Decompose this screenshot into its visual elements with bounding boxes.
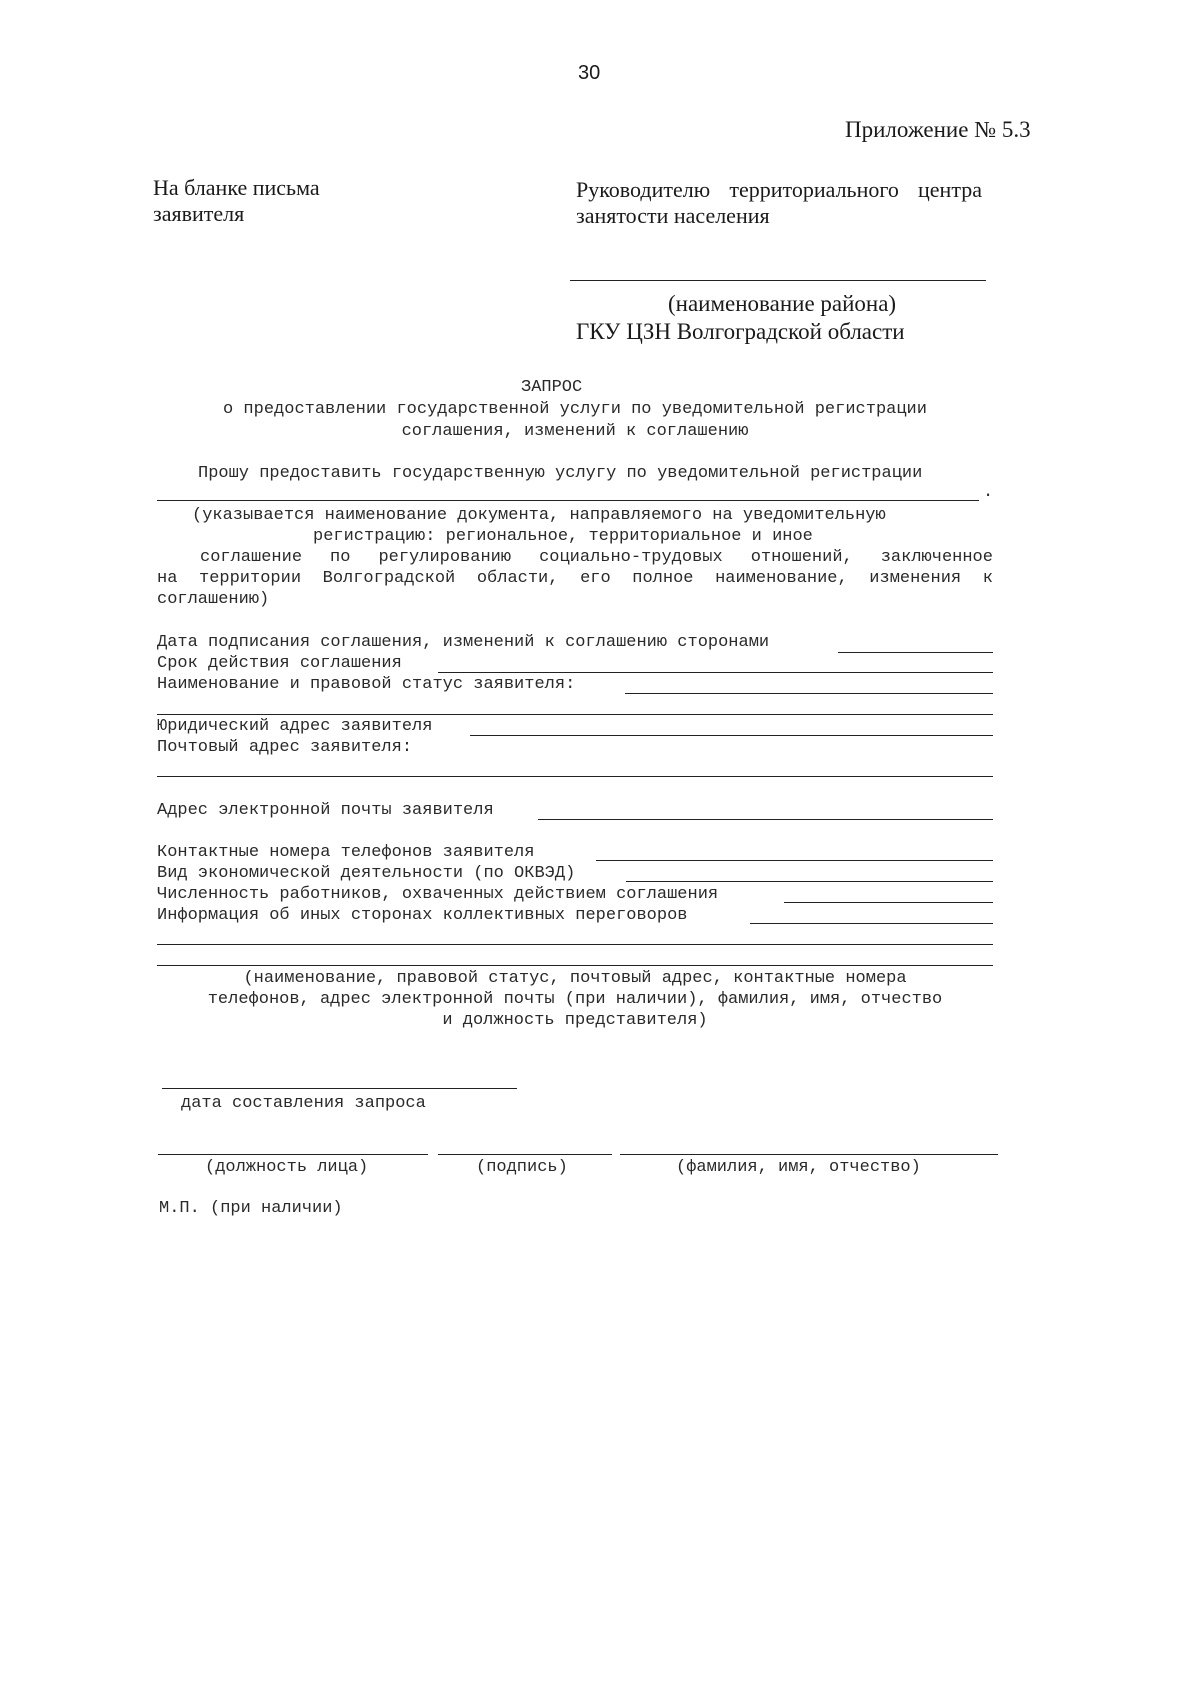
sign-date-label: Дата подписания соглашения, изменений к соглашению сторонами [157, 633, 770, 652]
okved-blank[interactable] [626, 881, 993, 882]
signature-blank[interactable] [438, 1154, 612, 1155]
signature-caption: (подпись) [476, 1158, 568, 1177]
request-date-caption: дата составления запроса [181, 1094, 426, 1113]
addressee-word: территориального [729, 177, 899, 202]
email-label: Адрес электронной почты заявителя [157, 801, 494, 820]
page-number: 30 [578, 62, 601, 84]
caption-word: Волгоградской [322, 569, 456, 588]
caption-word: регулированию [378, 548, 512, 567]
term-blank[interactable] [438, 672, 993, 673]
other-parties-blank-2[interactable] [157, 944, 993, 945]
caption-word: наименование, [715, 569, 848, 588]
caption-word: отношений, [750, 548, 853, 567]
request-title-line2: соглашения, изменений к соглашению [401, 422, 749, 441]
addressee-word: Руководителю [576, 177, 711, 202]
other-parties-blank[interactable] [750, 923, 993, 924]
appendix-label: Приложение № 5.3 [845, 117, 1031, 142]
request-date-blank[interactable] [162, 1088, 517, 1089]
caption-word: на [157, 569, 178, 588]
caption-word: к [982, 569, 993, 588]
caption-word: по [330, 548, 351, 567]
request-text: Прошу предоставить государственную услугу по уведомительной регистрации [198, 464, 923, 483]
caption-word: соглашение [200, 548, 303, 567]
position-blank[interactable] [158, 1154, 428, 1155]
postal-address-label: Почтовый адрес заявителя: [157, 738, 413, 757]
addressee-line1 [576, 176, 982, 204]
doc-caption-line3 [200, 547, 993, 569]
employees-blank[interactable] [784, 902, 993, 903]
doc-caption-line5: соглашению) [157, 590, 270, 609]
position-caption: (должность лица) [205, 1158, 369, 1177]
period-mark: . [983, 483, 994, 502]
name-status-blank[interactable] [625, 693, 993, 694]
addressee-org: ГКУ ЦЗН Волгоградской области [576, 319, 905, 344]
parties-caption-line2: телефонов, адрес электронной почты (при наличии), фамилия, имя, отчество [207, 990, 943, 1009]
full-name-caption: (фамилия, имя, отчество) [676, 1158, 921, 1177]
sign-date-blank[interactable] [838, 652, 993, 653]
caption-word: изменения [869, 569, 962, 588]
parties-caption-line1: (наименование, правовой статус, почтовый адрес, контактные номера [243, 969, 907, 988]
doc-caption-line2: регистрацию: региональное, территориальное и иное [313, 527, 813, 546]
caption-word: области, [476, 569, 559, 588]
document-name-blank [157, 500, 979, 501]
doc-caption-line4 [157, 568, 993, 590]
request-title-line1: о предоставлении государственной услуги по уведомительной регистрации [223, 400, 927, 419]
caption-word: полное [632, 569, 694, 588]
stamp-note: М.П. (при наличии) [159, 1199, 343, 1218]
caption-word: заключенное [880, 548, 993, 567]
district-caption: (наименование района) [668, 291, 897, 316]
okved-label: Вид экономической деятельности (по ОКВЭД) [157, 864, 576, 883]
legal-address-blank[interactable] [470, 735, 993, 736]
postal-address-blank[interactable] [157, 776, 993, 777]
district-name-blank [570, 280, 986, 281]
legal-address-label: Юридический адрес заявителя [157, 717, 433, 736]
caption-word: территории [199, 569, 302, 588]
parties-caption-line3: и должность представителя) [442, 1011, 708, 1030]
other-parties-label: Информация об иных сторонах коллективных переговоров [157, 906, 688, 925]
letterhead-note-line1: На бланке письма [153, 175, 320, 200]
other-parties-blank-3[interactable] [157, 965, 993, 966]
email-blank[interactable] [538, 819, 993, 820]
name-status-label: Наименование и правовой статус заявителя: [157, 675, 576, 694]
caption-word: социально-трудовых [539, 548, 723, 567]
doc-caption-line1: (указывается наименование документа, направляемого на уведомительную [192, 506, 886, 525]
phones-label: Контактные номера телефонов заявителя [157, 843, 535, 862]
name-status-blank-2[interactable] [157, 714, 993, 715]
addressee-line2: занятости населения [576, 203, 770, 228]
request-heading: ЗАПРОС [521, 378, 583, 397]
letterhead-note-line2: заявителя [153, 201, 245, 226]
full-name-blank[interactable] [620, 1154, 998, 1155]
addressee-word: центра [918, 177, 982, 202]
caption-word: его [580, 569, 611, 588]
phones-blank[interactable] [596, 860, 993, 861]
term-label: Срок действия соглашения [157, 654, 402, 673]
employees-label: Численность работников, охваченных действием соглашения [157, 885, 719, 904]
